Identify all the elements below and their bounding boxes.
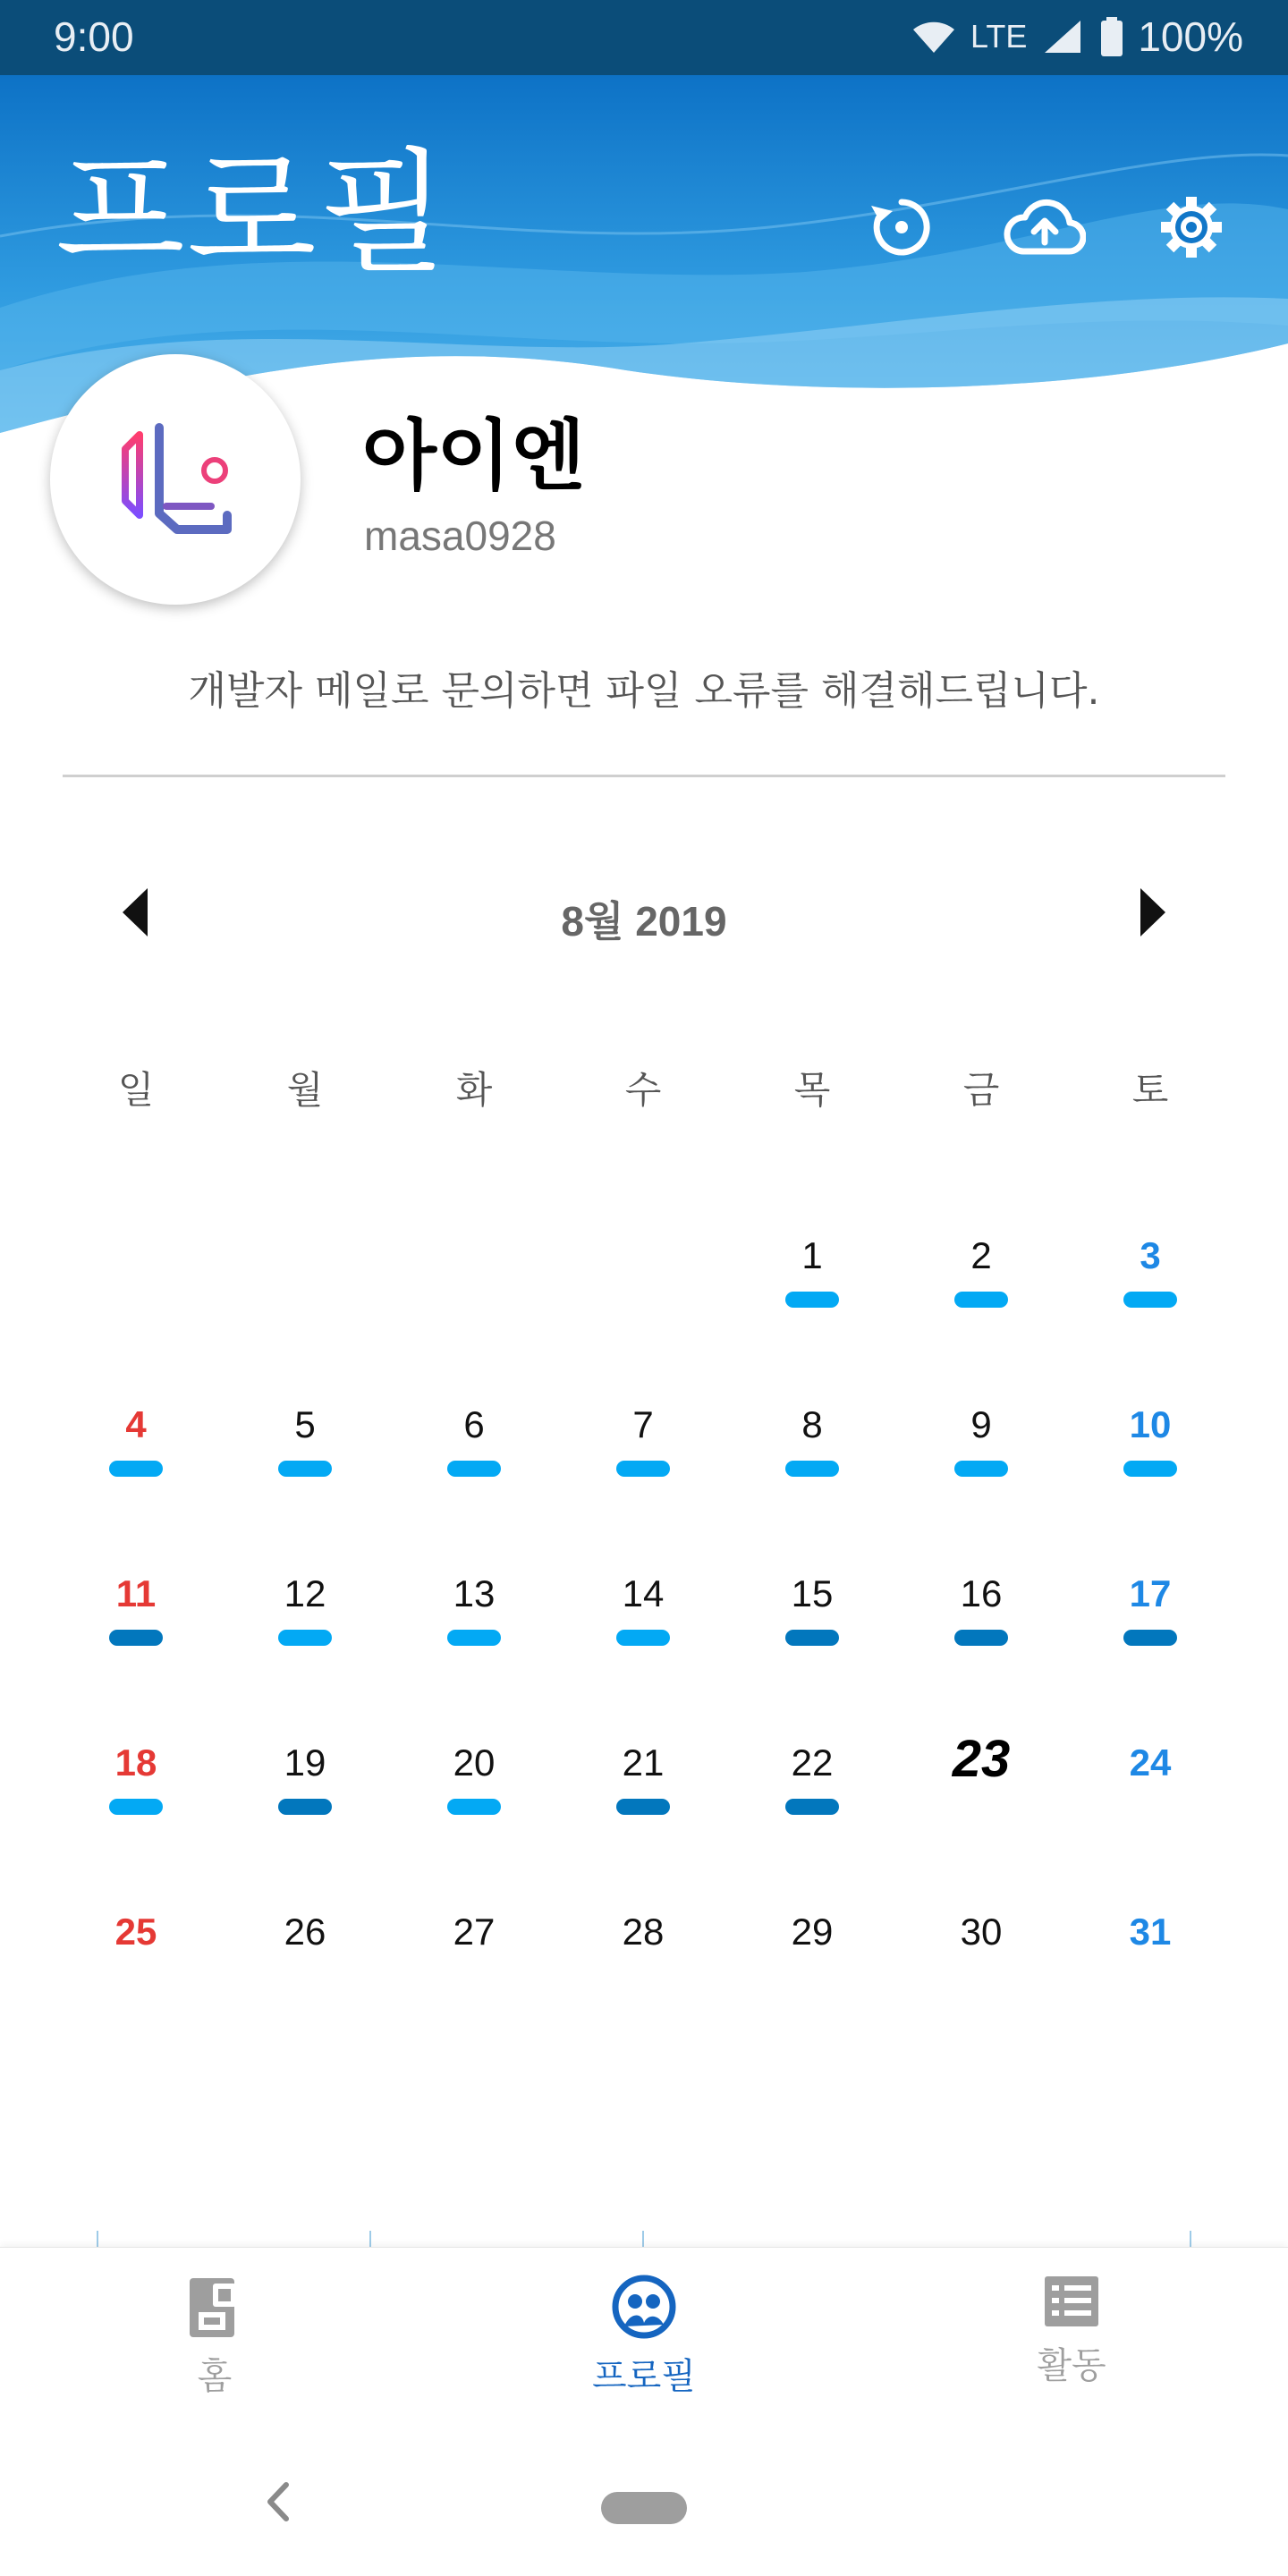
activity-indicator (785, 1799, 839, 1815)
calendar-day[interactable] (1088, 1398, 1213, 1477)
calendar-day-number: 17 (1129, 1572, 1172, 1614)
activity-indicator (109, 1630, 163, 1646)
profile-face-icon (612, 2275, 676, 2339)
calendar-day[interactable] (242, 1398, 368, 1477)
avatar[interactable] (50, 354, 301, 605)
triangle-right-icon (1139, 888, 1165, 936)
calendar-day[interactable] (73, 1398, 199, 1477)
system-home-pill[interactable] (601, 2492, 687, 2524)
calendar-day[interactable] (242, 1736, 368, 1815)
calendar-day-number: 21 (622, 1741, 665, 1784)
calendar-day-number: 15 (791, 1572, 834, 1614)
nav-profile-label: 프로필 (592, 2356, 696, 2397)
bottom-navigation (0, 2247, 1288, 2427)
activity-indicator (278, 1461, 332, 1477)
profile-name: 아이엔 (362, 411, 586, 501)
weekday-label: 수 (624, 1068, 662, 1112)
calendar-day[interactable] (750, 1398, 875, 1477)
weekday-label: 월 (286, 1068, 324, 1112)
calendar-day-number: 14 (622, 1572, 665, 1614)
activity-indicator (785, 1630, 839, 1646)
calendar-day-number: 8 (801, 1403, 823, 1445)
calendar-day-number: 28 (622, 1911, 665, 1953)
calendar-day[interactable] (580, 1567, 706, 1646)
status-bar (0, 0, 1288, 75)
activity-indicator (954, 1630, 1008, 1646)
activity-indicator (278, 1630, 332, 1646)
system-back-button[interactable] (259, 2479, 295, 2524)
activity-indicator (278, 1799, 332, 1815)
activity-indicator (447, 1630, 501, 1646)
activity-indicator (616, 1461, 670, 1477)
calendar-day-number: 1 (801, 1234, 823, 1276)
calendar-day[interactable] (919, 1905, 1044, 1959)
page-title: 프로필 (55, 136, 450, 292)
profile-username: masa0928 (364, 513, 556, 559)
activity-indicator (109, 1799, 163, 1815)
calendar-day[interactable] (750, 1905, 875, 1959)
activity-indicator (785, 1292, 839, 1308)
calendar-day[interactable] (919, 1229, 1044, 1308)
calendar-day[interactable] (411, 1398, 537, 1477)
calendar-day-number: 16 (960, 1572, 1003, 1614)
cloud-upload-button[interactable] (1000, 182, 1089, 272)
calendar-day-number: 25 (114, 1911, 157, 1953)
calendar-day-number: 9 (970, 1403, 992, 1445)
calendar-day[interactable] (580, 1398, 706, 1477)
calendar-day[interactable] (919, 1567, 1044, 1646)
next-month-button[interactable] (1125, 886, 1179, 939)
app-logo-icon (104, 408, 247, 551)
calendar-day[interactable] (73, 1567, 199, 1646)
nav-home-label: 홈 (197, 2356, 233, 2397)
next-section-edge (0, 2227, 1288, 2249)
calendar-day-today[interactable] (919, 1730, 1044, 1788)
activity-indicator (447, 1799, 501, 1815)
calendar-day-number: 23 (952, 1730, 1011, 1788)
battery-level: 100% (1138, 13, 1243, 60)
calendar-day[interactable] (73, 1905, 199, 1959)
nav-profile[interactable] (510, 2275, 778, 2399)
calendar-day-number: 5 (294, 1403, 316, 1445)
calendar-day-number: 7 (632, 1403, 654, 1445)
calendar-day-number: 30 (960, 1911, 1003, 1953)
calendar-day[interactable] (919, 1398, 1044, 1477)
activity-indicator (616, 1799, 670, 1815)
calendar-day[interactable] (750, 1567, 875, 1646)
divider (63, 775, 1225, 777)
activity-indicator (954, 1461, 1008, 1477)
battery-icon (1100, 17, 1123, 56)
calendar-day-number: 6 (463, 1403, 485, 1445)
signal-icon (1041, 19, 1086, 55)
calendar-day-number: 4 (125, 1403, 147, 1445)
nav-activity-label: 활동 (1037, 2345, 1106, 2386)
activity-indicator (1123, 1461, 1177, 1477)
calendar-day-number: 12 (284, 1572, 326, 1614)
weekday-label: 일 (117, 1068, 155, 1112)
status-icons (911, 13, 1243, 61)
activity-indicator (954, 1292, 1008, 1308)
calendar-day-number: 18 (114, 1741, 157, 1784)
chart-edge-tick (369, 2231, 371, 2247)
calendar-day-number: 22 (791, 1741, 834, 1784)
activity-indicator (1123, 1292, 1177, 1308)
weekday-label: 금 (962, 1068, 1000, 1112)
calendar-day-number: 2 (970, 1234, 992, 1276)
calendar-day-number: 27 (453, 1911, 496, 1953)
calendar-day-number: 31 (1129, 1911, 1172, 1953)
calendar-day-number: 10 (1129, 1403, 1172, 1445)
gear-icon (1156, 191, 1227, 263)
calendar-day-number: 29 (791, 1911, 834, 1953)
nav-activity[interactable] (937, 2275, 1206, 2388)
calendar-month-label: 8월 2019 (561, 898, 727, 945)
calendar-day[interactable] (1088, 1905, 1213, 1959)
calendar-day[interactable] (580, 1736, 706, 1815)
calendar-day-number: 19 (284, 1741, 326, 1784)
calendar-day[interactable] (750, 1229, 875, 1308)
home-badge-icon (186, 2275, 243, 2339)
status-time: 9:00 (54, 13, 134, 60)
calendar-day-number: 3 (1140, 1234, 1161, 1276)
calendar-day[interactable] (73, 1736, 199, 1815)
calendar-day[interactable] (1088, 1567, 1213, 1646)
weekday-label: 화 (455, 1068, 493, 1112)
calendar-day[interactable] (242, 1567, 368, 1646)
calendar-day-number: 11 (115, 1572, 157, 1614)
weekday-label: 토 (1131, 1068, 1169, 1112)
calendar-day-number: 13 (453, 1572, 496, 1614)
chart-edge-tick (642, 2231, 644, 2247)
profile-description: 개발자 메일로 문의하면 파일 오류를 해결해드립니다. (188, 668, 1100, 714)
chevron-left-icon (259, 2479, 295, 2524)
restore-button[interactable] (857, 182, 946, 272)
activity-indicator (109, 1461, 163, 1477)
activity-indicator (785, 1461, 839, 1477)
restore-icon (866, 191, 937, 263)
list-icon (1043, 2275, 1100, 2328)
calendar-day[interactable] (750, 1736, 875, 1815)
chart-edge-tick (97, 2231, 98, 2247)
wifi-icon (911, 19, 956, 55)
activity-indicator (616, 1630, 670, 1646)
calendar-day-number: 20 (453, 1741, 496, 1784)
activity-indicator (1123, 1630, 1177, 1646)
calendar-day[interactable] (242, 1905, 368, 1959)
chart-edge-tick (1190, 2231, 1191, 2247)
network-type: LTE (970, 18, 1028, 55)
calendar-day[interactable] (1088, 1229, 1213, 1308)
calendar-day[interactable] (411, 1567, 537, 1646)
calendar-day[interactable] (580, 1905, 706, 1959)
nav-home[interactable] (80, 2275, 349, 2399)
weekday-label: 목 (793, 1068, 831, 1112)
calendar-day-number: 26 (284, 1911, 326, 1953)
calendar-day[interactable] (1088, 1736, 1213, 1790)
activity-indicator (447, 1461, 501, 1477)
calendar-day-number: 24 (1129, 1741, 1172, 1784)
settings-button[interactable] (1147, 182, 1236, 272)
calendar-day[interactable] (411, 1905, 537, 1959)
calendar-day[interactable] (411, 1736, 537, 1815)
cloud-upload-icon (1004, 196, 1086, 258)
